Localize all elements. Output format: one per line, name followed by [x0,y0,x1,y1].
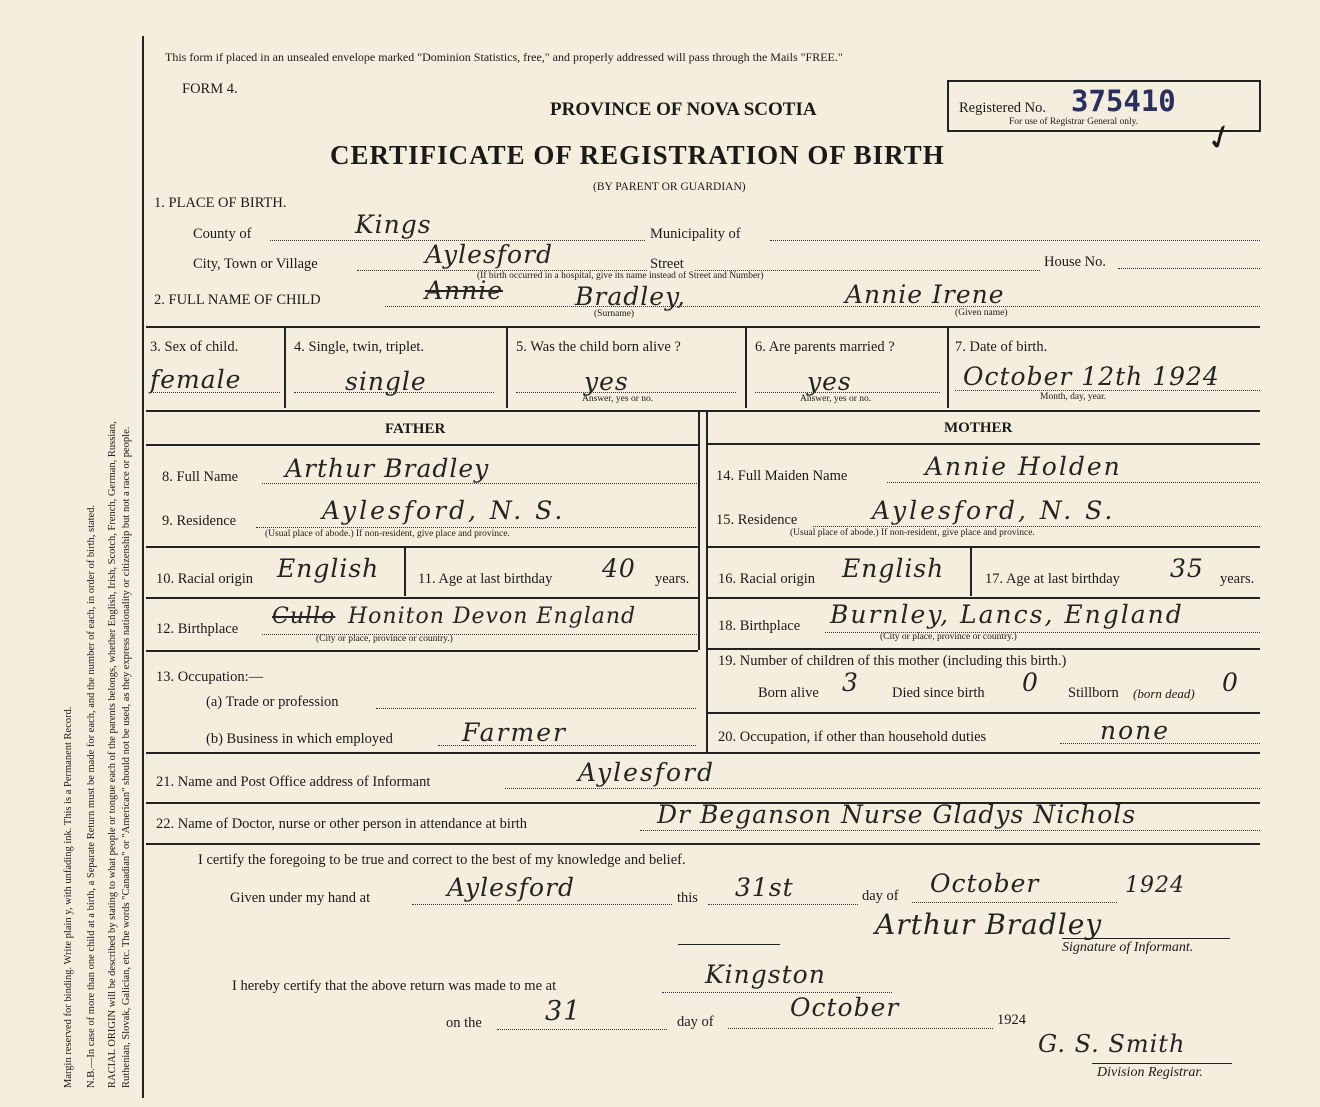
mother-occupation-label: 20. Occupation, if other than household duties [718,729,987,745]
father-age-label: 11. Age at last birthday [418,571,553,587]
certificate-title: CERTIFICATE OF REGISTRATION OF BIRTH [330,140,945,170]
registrar-day: 31 [545,996,582,1027]
died-since-birth-count: 0 [1022,668,1039,697]
father-residence-label: 9. Residence [162,513,237,529]
plurality-value: single [345,367,427,396]
margin-note-3: RACIAL ORIGIN will be described by stating to what people or tongue each of the parents belongs, whether English, Irish, Scotch, French, German, Russian, [107,421,118,1088]
municipality-label: Municipality of [650,226,741,242]
father-age: 40 [602,554,636,583]
registrar-signature-label: Division Registrar. [1097,1065,1203,1080]
child-name-struck: Annie [425,276,504,305]
certify-statement: I certify the foregoing to be true and correct to the best of my knowledge and belief. [198,852,686,868]
father-race-label: 10. Racial origin [156,571,254,587]
mother-residence-note: (Usual place of abode.) If non-resident, give place and province. [790,528,1035,538]
children-count-label: 19. Number of children of this mother (including this birth.) [718,653,1067,669]
father-birthplace: Honiton Devon England [348,604,637,629]
born-alive-value: yes [584,367,629,396]
registrar-statement: I hereby certify that the above return was made to me at [232,978,557,994]
place-of-birth-label: 1. PLACE OF BIRTH. [154,195,287,211]
mother-heading: MOTHER [944,420,1013,436]
born-alive-count-label: Born alive [758,685,819,701]
given-name-note: (Given name) [955,308,1008,318]
father-residence-note: (Usual place of abode.) If non-resident, give place and province. [265,529,510,539]
certify-month: October [930,869,1040,898]
father-name: Arthur Bradley [285,454,490,483]
mother-occupation: none [1100,716,1171,745]
certify-place: Aylesford [447,873,576,902]
mother-name: Annie Holden [925,452,1122,481]
father-heading: FATHER [385,421,446,437]
married-label: 6. Are parents married ? [755,339,895,355]
sex-value: female [150,365,242,394]
mother-race: English [842,554,945,583]
registrar-signature: G. S. Smith [1038,1030,1186,1058]
registered-number: 375410 [1071,84,1176,118]
mother-residence: Aylesford, N. S. [872,496,1116,525]
doctor-label: 22. Name of Doctor, nurse or other person in attendance at birth [156,816,528,832]
father-name-label: 8. Full Name [162,469,239,485]
child-given-name: Annie Irene [845,280,1005,309]
margin-note-1: Margin reserved for binding. Write plain y, with unfading ink. This is a Permanent Record. [63,706,74,1088]
mother-years-label: years. [1220,571,1255,587]
mother-name-label: 14. Full Maiden Name [716,468,848,484]
certify-year: 1924 [1125,873,1185,898]
doctor-value: Dr Beganson Nurse Gladys Nichols [657,800,1137,829]
hospital-note: (If birth occurred in a hospital, give its name instead of Street and Number) [477,271,764,281]
father-occupation-label: 13. Occupation:— [156,669,264,685]
mother-birthplace-note: (City or place, province or country.) [880,632,1017,642]
birth-date-label: 7. Date of birth. [955,339,1048,355]
father-birthplace-struck: Cullo [272,604,336,629]
child-surname: Bradley, [575,282,686,311]
father-birthplace-label: 12. Birthplace [156,621,239,637]
county-value: Kings [355,210,432,239]
father-birthplace-note: (City or place, province or country.) [316,634,453,644]
stillborn-label: Stillborn [1068,685,1119,701]
registrar-dayof-label: day of [677,1014,714,1030]
margin-note-4: Ruthenian, Slovak, Galician, etc. The words "Canadian" or "American" should not be used, as they express nationality or citizenship but not a race or people. [121,426,132,1088]
trade-label: (a) Trade or profession [206,694,339,710]
mother-birthplace-label: 18. Birthplace [718,618,801,634]
married-note: Answer, yes or no. [800,394,872,404]
died-since-birth-label: Died since birth [892,685,985,701]
registrar-note: For use of Registrar General only. [1009,117,1139,127]
mother-residence-label: 15. Residence [716,512,798,528]
stillborn-note: (born dead) [1133,686,1195,701]
registrar-year: 1924 [997,1012,1026,1028]
mother-age: 35 [1170,554,1204,583]
stillborn-count: 0 [1222,668,1239,697]
left-border [142,36,144,1098]
informant-signature-label: Signature of Informant. [1062,940,1194,955]
mother-race-label: 16. Racial origin [718,571,816,587]
mother-age-label: 17. Age at last birthday [985,571,1120,587]
mother-birthplace: Burnley, Lancs, England [830,600,1184,629]
province-heading: PROVINCE OF NOVA SCOTIA [550,99,817,120]
business-value: Farmer [462,718,567,747]
business-label: (b) Business in which employed [206,731,393,747]
certify-this-label: this [677,890,698,906]
born-alive-label: 5. Was the child born alive ? [516,339,681,355]
mail-note: This form if placed in an unsealed envelope marked "Dominion Statistics, free," and properly addressed will pass through the Mails "FREE." [165,50,843,64]
house-number-label: House No. [1044,254,1107,270]
born-alive-note: Answer, yes or no. [582,394,654,404]
plurality-label: 4. Single, twin, triplet. [294,339,425,355]
registrar-on-label: on the [446,1015,482,1031]
sex-label: 3. Sex of child. [150,339,239,355]
child-name-label: 2. FULL NAME OF CHILD [154,292,321,308]
registrar-month: October [790,993,900,1022]
surname-note: (Surname) [594,309,635,319]
registrar-place: Kingston [705,960,826,989]
certificate-subtitle: (BY PARENT OR GUARDIAN) [593,181,746,193]
given-under-label: Given under my hand at [230,890,371,906]
city-label: City, Town or Village [193,256,318,272]
registered-label: Registered No. [959,100,1046,116]
form-number: FORM 4. [182,81,238,97]
birth-date-note: Month, day, year. [1040,392,1107,402]
informant-label: 21. Name and Post Office address of Informant [156,774,431,790]
informant-signature: Arthur Bradley [875,908,1103,941]
born-alive-count: 3 [842,668,859,697]
father-residence: Aylesford, N. S. [322,496,566,525]
father-years-label: years. [655,571,690,587]
certify-dayof-label: day of [862,888,899,904]
father-race: English [277,554,380,583]
street-label: Street [650,256,684,272]
county-label: County of [193,226,252,242]
margin-note-2: N.B.—In case of more than one child at a birth, a Separate Return must be made for each, and the number of each, in order of birth, stated. [86,504,97,1088]
birth-date-value: October 12th 1924 [963,362,1220,391]
married-value: yes [807,367,852,396]
certify-day: 31st [735,873,794,902]
informant-value: Aylesford [578,758,716,787]
city-value: Aylesford [425,240,554,269]
check-mark-icon: ✓ [1200,116,1241,161]
